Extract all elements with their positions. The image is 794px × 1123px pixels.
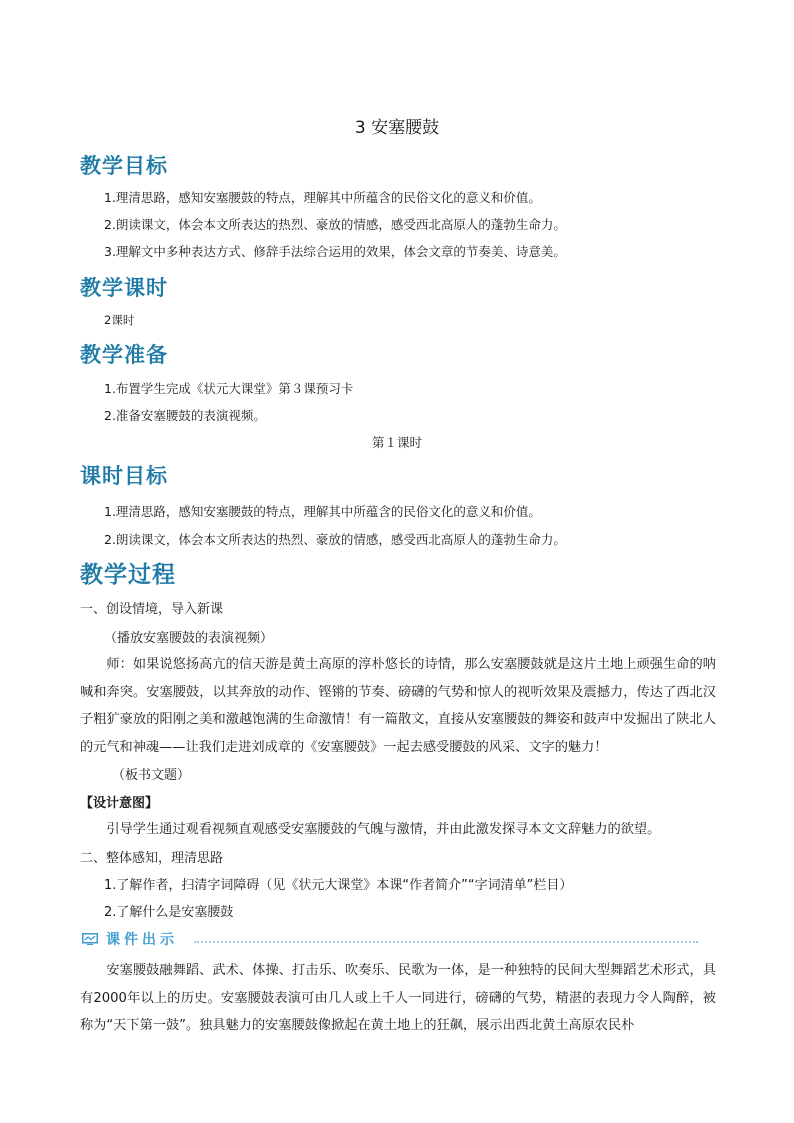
lesson-goal-item-1: 1.理清思路，感知安塞腰鼓的特点，理解其中所蕴含的民俗文化的意义和价值。 bbox=[104, 504, 541, 519]
courseware-dotted-rule bbox=[194, 941, 698, 943]
play-video-note: （播放安塞腰鼓的表演视频） bbox=[104, 631, 274, 646]
goal-item-3: 3.理解文中多种表达方式、修辞手法综合运用的效果，体会文章的节奏美、诗意美。 bbox=[104, 244, 566, 259]
step-2-item-2: 2.了解什么是安塞腰鼓 bbox=[104, 905, 234, 920]
goal-item-2: 2.朗读课文，体会本文所表达的热烈、豪放的情感，感受西北高原人的蓬勃生命力。 bbox=[104, 217, 566, 232]
courseware-screen-icon bbox=[82, 933, 98, 945]
lesson-label: 第１课时 bbox=[371, 435, 422, 450]
courseware-label: 课件出示 bbox=[106, 932, 178, 948]
goal-item-1: 1.理清思路，感知安塞腰鼓的特点，理解其中所蕴含的民俗文化的意义和价值。 bbox=[104, 190, 541, 205]
board-note: （板书文题） bbox=[112, 768, 191, 783]
heading-lesson-goals: 课时目标 bbox=[80, 464, 168, 488]
heading-teaching-process: 教学过程 bbox=[80, 562, 176, 588]
step-2-item-1: 1.了解作者，扫清字词障碍（见《状元大课堂》本课“作者简介”“字词清单”栏目） bbox=[104, 878, 573, 893]
courseware-paragraph: 安塞腰鼓融舞蹈、武术、体操、打击乐、吹奏乐、民歌为一体，是一种独特的民间大型舞蹈艺术形式，具有2000年以上的历史。安塞腰鼓表演可由几人或上千人一同进行，磅礴的气势，精湛的表现力令人陶醉，被称为“天下第一鼓”。独具魅力的安塞腰鼓像掀起在黄土地上的狂飙，展示出西北黄土高原农民朴 bbox=[80, 963, 716, 1034]
step-1-heading: 一、创设情境，导入新课 bbox=[80, 602, 224, 617]
lesson-goal-item-2: 2.朗读课文，体会本文所表达的热烈、豪放的情感，感受西北高原人的蓬勃生命力。 bbox=[104, 532, 566, 547]
heading-teaching-goals: 教学目标 bbox=[80, 154, 168, 178]
document-title: 3 安塞腰鼓 bbox=[354, 118, 440, 138]
prep-item-2: 2.准备安塞腰鼓的表演视频。 bbox=[104, 408, 266, 423]
courseware-banner bbox=[82, 930, 698, 950]
prep-item-1: 1.布置学生完成《状元大课堂》第３课预习卡 bbox=[104, 381, 354, 396]
hours-value: 2课时 bbox=[104, 313, 135, 327]
design-intent-heading: 【设计意图】 bbox=[80, 796, 159, 811]
heading-teaching-prep: 教学准备 bbox=[80, 343, 168, 367]
design-intent-paragraph: 引导学生通过观看视频直观感受安塞腰鼓的气魄与激情，并由此激发探寻本文文辞魅力的欲望。 bbox=[106, 822, 661, 837]
step-2-heading: 二、整体感知，理清思路 bbox=[80, 851, 224, 866]
teacher-paragraph: 师：如果说悠扬高亢的信天游是黄土高原的淳朴悠长的诗情，那么安塞腰鼓就是这片土地上顽强生命的呐喊和奔突。安塞腰鼓，以其奔放的动作、铿锵的节奏、磅礴的气势和惊人的视听效果及震撼力，传达了西北汉子粗犷豪放的阳刚之美和激越饱满的生命激情！有一篇散文，直接从安塞腰鼓的舞姿和鼓声中发掘出了陕北人的元气和神魂——让我们走进刘成章的《安塞腰鼓》一起去感受腰鼓的风采、文字的魅力！ bbox=[80, 657, 716, 755]
heading-teaching-hours: 教学课时 bbox=[80, 276, 168, 300]
